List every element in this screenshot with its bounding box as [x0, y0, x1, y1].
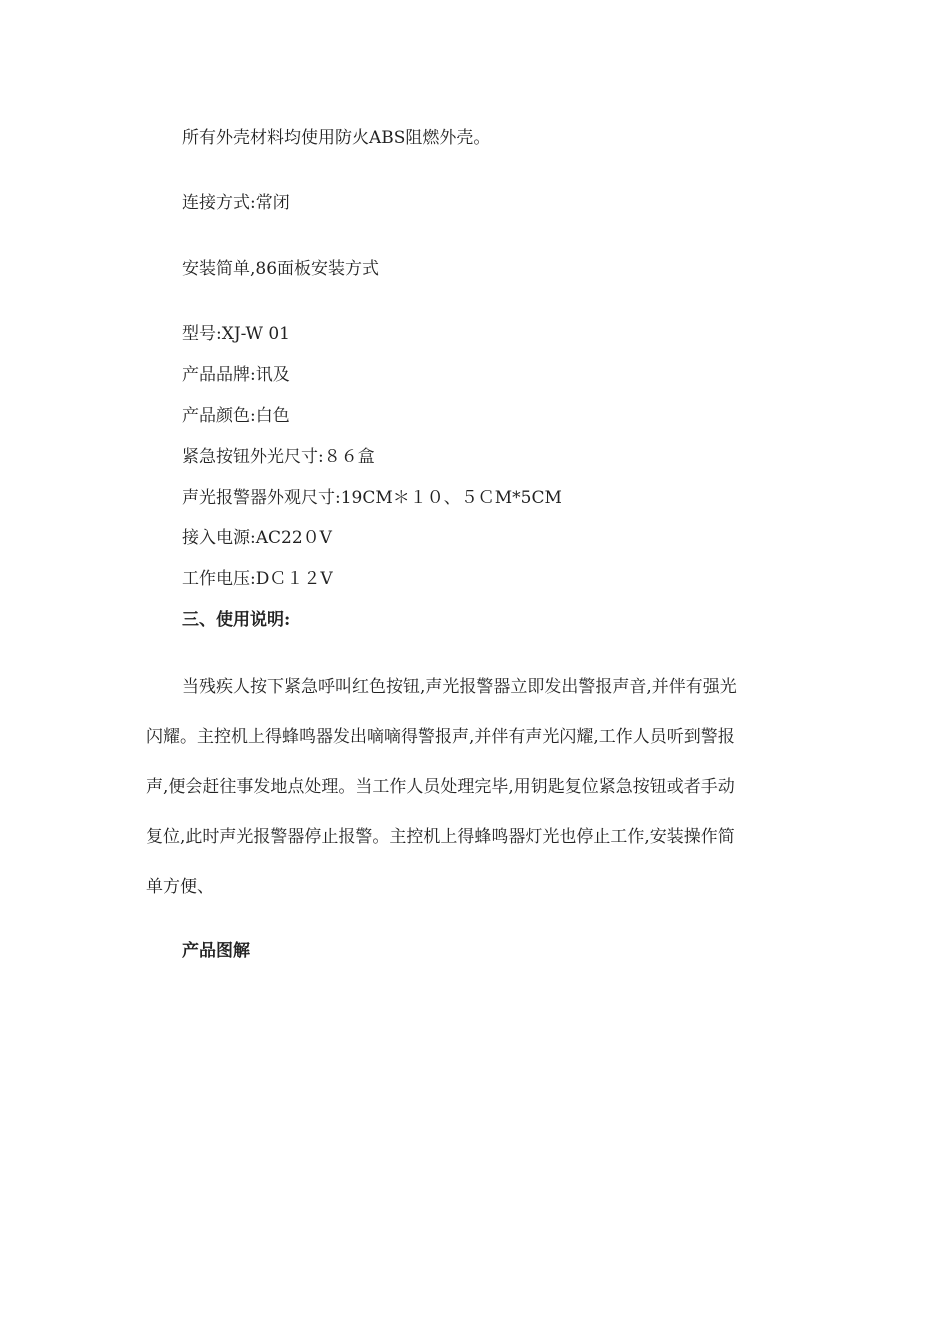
usage-line: 声,便会赶往事发地点处理。当工作人员处理完毕,用钥匙复位紧急按钮或者手动	[146, 777, 735, 797]
spec-model: 型号:XJ-W 01	[182, 324, 290, 344]
diagram-heading: 产品图解	[182, 941, 250, 961]
spec-power-input: 接入电源:AC22０V	[182, 528, 332, 548]
spec-alarm-size: 声光报警器外观尺寸:19CM＊１０、５ＣM*5CM	[182, 488, 562, 508]
spec-button-size: 紧急按钮外光尺寸:８６盒	[182, 447, 375, 467]
material-note: 所有外壳材料均使用防火ABS阻燃外壳。	[182, 128, 491, 148]
spec-color: 产品颜色:白色	[182, 406, 290, 426]
connection-type: 连接方式:常闭	[182, 193, 290, 213]
usage-line: 当残疾人按下紧急呼叫红色按钮,声光报警器立即发出警报声音,并伴有强光	[182, 677, 737, 697]
usage-line: 单方便、	[146, 877, 214, 897]
spec-working-voltage: 工作电压:DＣ１２V	[182, 569, 333, 589]
usage-line: 复位,此时声光报警器停止报警。主控机上得蜂鸣器灯光也停止工作,安装操作简	[146, 827, 735, 847]
usage-line: 闪耀。主控机上得蜂鸣器发出嘀嘀得警报声,并伴有声光闪耀,工作人员听到警报	[146, 727, 735, 747]
usage-heading: 三、使用说明:	[182, 610, 291, 630]
spec-brand: 产品品牌:讯及	[182, 365, 290, 385]
install-method: 安装简单,86面板安装方式	[182, 259, 380, 279]
